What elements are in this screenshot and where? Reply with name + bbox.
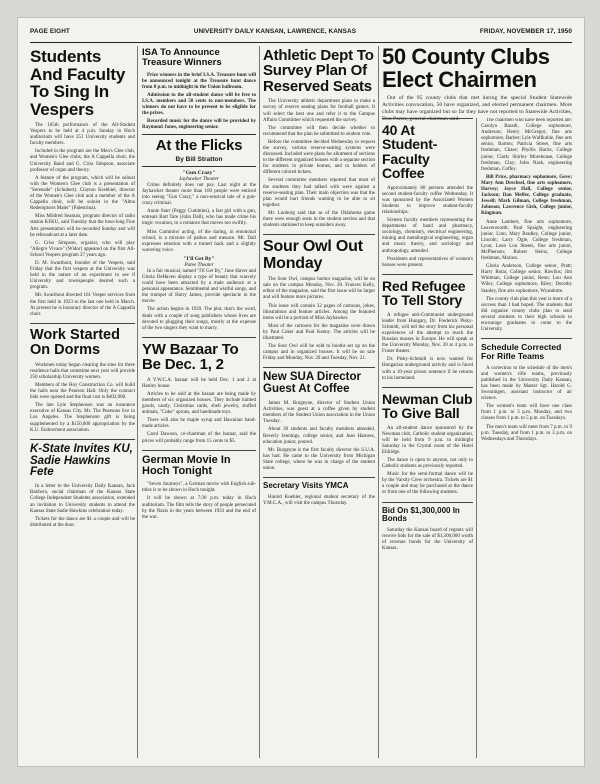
- paragraph: Most of the cartoons for the magazine were drawn by Paul Coker and Paul Kenny. The articles will be illustrated.: [263, 323, 375, 341]
- article-sour-owl: [263, 277, 375, 362]
- paragraph: Workmen today began clearing the sites for three residence halls that sometime next year will provide 250 scholarship University women.: [30, 362, 135, 380]
- article-athletic: [263, 99, 375, 229]
- headline-ymca: Secretary Visits YMCA: [263, 481, 349, 491]
- column-1: [30, 46, 135, 758]
- paragraph: Crime definitely does not pay. Last night at the Jayhawker theater more than 100 people were enticed into seeing "Gun Crazy," a non-sensical tale of a gun-crazy criminal.: [142, 182, 256, 207]
- column-2: [142, 46, 256, 758]
- paragraph: The men's team will meet from 7 p.m. to 9 p.m. Tuesday, and from 1 p.m. to 3 p.m. on Wednesdays and Thursdays.: [481, 424, 572, 442]
- paragraph: G. Criss Simpson, organist, who will play "Allegro Vivace" (Widor) appeared on the first All-School Vespers program 27 years ago.: [30, 240, 135, 258]
- divider: [30, 323, 135, 324]
- headline-vespers: Students And Faculty To Sing In Vespers: [30, 47, 126, 119]
- paragraph: Dr. Pisky-Schmidt is now wanted for Hungarian underground activity and is faced with a 10-year prison sentence if he returns to his homeland.: [382, 357, 473, 381]
- paragraph: The women's team will have one class from 1 p.m. to 3 p.m. Monday, and two classes from 1 p.m. to 5 p.m. on Tuesdays.: [481, 404, 572, 422]
- headline-rifle-teams: Schedule Corrected For Rifle Teams: [481, 342, 562, 361]
- paragraph: The 105th performance of the All-Student Vespers to be held at 4 p.m. Sunday in Hoch auditorium will have 251 University students and faculty members.: [30, 123, 135, 147]
- article-dorms: [30, 363, 135, 434]
- paragraph: D. M. Swarthout, founder of the Vespers, said Friday that the first vespers at the University was held in the nature of an experiment to see if University and townspeople desired such a program.: [30, 260, 135, 291]
- headline-sua-director: New SUA Director Guest At Coffee: [263, 371, 361, 396]
- theater-name: Patee Theater: [184, 261, 214, 268]
- article-german-movie: [142, 482, 256, 521]
- paragraph: A Y.W.C.A. bazaar will be held Dec. 1 and 2 at Henley house.: [142, 377, 256, 389]
- paragraph: Presidents and representatives of women's houses were present.: [382, 256, 473, 268]
- headline-sour-owl: Sour Owl Out Monday: [263, 238, 363, 272]
- paragraph: Mr. Burgeyne is the first faculty director the S.U.A. has had. He came to the University from Michigan State college, where he was in charge of the student union.: [263, 447, 375, 471]
- divider: [382, 502, 473, 503]
- paragraph: Mr. Lonborg said that as of the Oklahoma game there were enough seats in the student section and that students stationed to keep outsiders away.: [263, 210, 375, 229]
- paragraph: "Seven Journeys", a German movie with English sub-titles is to be shown in Hoch tonight.: [142, 482, 256, 494]
- article-ymca: [263, 495, 375, 507]
- paragraph: The late Lyle Stephenson was an insurance executive of Kansas City. Mr. The Pearsons live in Los Angeles. The Stephenson gift is being supplemented by a $150,000 appropriation by the K.U. Endowment association.: [30, 403, 135, 433]
- theater-name: Jayhawker Theater: [179, 175, 219, 182]
- headline-student-faculty-coffee: 40 At Student-Faculty Coffee: [382, 122, 438, 182]
- paragraph: Prize winners in the brief I.S.A. Treasure hunt will be announced tonight at the Treasure hunt dance from 8 p.m. to midnight in the Union ballroom.: [142, 72, 256, 90]
- headline-isa: ISA To Announce Treasure Winners: [142, 47, 222, 68]
- headline-kstate: K-State Invites KU, Sadie Hawkins Fete: [30, 442, 133, 479]
- paragraph: Harold Kuehler, regional student secretary of the Y.M.C.A., will visit the campus Thursday.: [263, 495, 375, 507]
- divider: [263, 234, 375, 235]
- divider: [142, 450, 256, 451]
- headline-flicks: At the Flicks: [155, 137, 243, 155]
- paragraph: Annie Starr (Peggy Cummins), a fast girl with a gun, entreats Bart Tare (John Dall), who has made crime his tragic vocation, to a romance that moves too swiftly.: [142, 209, 256, 227]
- paragraph: In a fair musical, named "I'll Get By," June Haver and Gloria DeHaven display a type of beauty that scarcely could have been attracted by a male audience at a personal appearance. Sentimental and wistful songs, and the trumpet of Harry James, provide spectacle in the movie.: [142, 268, 256, 305]
- divider: [263, 477, 375, 478]
- newspaper-page: [18, 18, 584, 766]
- column-rule: [137, 46, 138, 758]
- paragraph: Before the committee decided Wednesday to request the survey, various reserve-seating systems were discussed. Included were plans for allotment of sections to the different organized houses with a separate section for students in private homes, and to holders of different colored tickets.: [263, 139, 375, 176]
- paragraph: The Sour Owl will be sold to booths set up on the campus and in organized houses. It will be on sale Friday and Monday, Nov. 20 and Tuesday, Nov. 21.: [263, 344, 375, 362]
- paragraph: Approximately 80 persons attended the second student-faculty coffee Wednesday. It was sponsored by the Associated Women Students to improve student-faculty relationships.: [382, 185, 473, 215]
- paragraph: Several committee members reported that most of the students they had talked with were against a reserve-seating plan. Their main objection was that the plan would hurt friends wanting to be able to sit together.: [263, 178, 375, 208]
- headline-dorms: Work Started On Dorms: [30, 326, 120, 358]
- paragraph: Carol Dawson, co-chairman of the bazaar, said the prices will probably range from 15 cents to $5.: [142, 432, 256, 444]
- divider: [382, 274, 473, 275]
- paragraph: A refugee anti-Communist underground leader from Hungary, Dr. Frederick Pisky-Schmidt, will tell the story from his personal experiences of the attempt to reach the Russian masses in Europe. He will speak at the University Monday, Nov. 20 at 4 p.m. in Fraser theater.: [382, 312, 473, 355]
- headline-german-movie: German Movie In Hoch Tonight: [142, 453, 231, 477]
- paragraph: Out of the 95 county clubs that met during the special Student Statewide Activities convocation, 50 have organized, and elected permanent chairmen. More clubs may have organized but so far they have not reported to Statewide Activities,: [382, 95, 572, 115]
- column-rule: [378, 46, 379, 758]
- column-3: [263, 46, 375, 758]
- headline-red-refugee: Red Refugee To Tell Story: [382, 277, 466, 309]
- paragraph: About 30 students and faculty members attended. Beverly Jennings, college senior, and Jean Harness, education junior, poured.: [263, 427, 375, 445]
- paragraph: The action begins in 1939. The plot, that's the word, deals with a couple of song publishers whose lives are devoted to plugging their songs, mostly at the expense of the two singers they want to marry.: [142, 307, 256, 331]
- paragraph: The Sour Owl, campus humor magazine, will be on sale on the campus Monday, Nov. 20. Frances Kelly, editor of the magazine, said the first issue will be larger and will feature more pictures.: [263, 277, 375, 301]
- divider: [263, 367, 375, 368]
- paragraph: The University athletic department plans to make a survey of reserve seating plans for football games. It will select the best one and refer it to the Campus Affairs Committee which requested the survey.: [263, 99, 375, 123]
- paragraph: Recorded music for the dance will be provided by Raymond Jones, engineering senior.: [142, 119, 256, 131]
- paragraph: The dance is open to anyone, not only to Catholic students as previously reported.: [382, 457, 473, 470]
- paragraph: Mr. Swarthout directed 161 Vesper services from the first held in 1923 to the last one held in March. At present he is honorary director of the A Cappella choir.: [30, 293, 135, 317]
- column-4-left: [382, 118, 473, 758]
- column-4-right: [481, 118, 572, 758]
- folio-bar: [30, 28, 572, 43]
- paragraph: Music for the semi-formal dance will be by the Varsity Crew orchestra. Tickets are $1 a couple and may be purchased at the dance or from one of the following students.: [382, 472, 473, 496]
- issue-date: FRIDAY, NOVEMBER 17, 1950: [479, 28, 572, 35]
- paragraph: Miss Cummins' acting, of the daring, in emotional school, is a mixture of pathos and menace. Mr. Dall expresses emotion with a turned back and a slightly wavering voice.: [142, 229, 256, 253]
- page-number: PAGE EIGHT: [30, 28, 70, 35]
- paragraph: An all-student dance sponsored by the Newman club, Catholic student organization, will be held from 9 p.m. to midnight Saturday in the Crystal room of the Hotel Eldridge.: [382, 425, 473, 455]
- paragraph: This issue will contain 32 pages of cartoons, jokes, illustrations and feature articles. Among the featured items will be a portrait of Miss Jayhawker.: [263, 303, 375, 321]
- paragraph: Sixteen faculty members representing the departments of band and pharmacy, sociology, chemistry, electrical engineering, mining and metallurgical engineering, organ and music theory, and sociology and anthropology, attended.: [382, 218, 473, 254]
- headline-county-clubs: 50 County Clubs Elect Chairmen: [382, 46, 550, 92]
- paragraph: The committee will then decide whether to recommend that the plan be submitted to student vote.: [263, 125, 375, 137]
- divider: [481, 338, 572, 339]
- paragraph: Bill Price, pharmacy sophomore, Gove; Mary Ann Drechsel, fine arts sophomore, Harvey; Joyce Hall, College senior, Jackson; Dan Meffer, College graduate, Jewell; Mark Gilman, College freshman, Johnson; Lawrence Gish, College junior, Kingman.: [481, 174, 572, 217]
- column-rule: [476, 118, 477, 758]
- paragraph: Members of the Hoy Construction Co. will build the halls near the Pearson Hall. Only the contract bids were opened and the final cost is $402,000.: [30, 382, 135, 401]
- article-isa: [142, 73, 256, 132]
- flicks-banner: [142, 134, 256, 166]
- paragraph: In a letter to the University Daily Kansan, Jack Baldwin, social chairman of the Kansas State College Independent Students association, extended an invitation to University students to attend the Kansas State Sadie Hawkins celebration today.: [30, 484, 135, 514]
- paragraph: Saturday the Kansas board of regents will receive bids for the sale of $1,300,000 worth of revenue bonds for the University of Kansas.: [382, 528, 473, 552]
- paragraph: The chairmen who have been reported are: Carolyn Baradi, College sophomore, Anderson; Henry McGregor, fine arts sophomore, Barber; Lyle Wulfkuhle, fine arts senior, Barton; Patricia Street, fine arts freshman, Chase; Phyllis Harris, College junior, Clark; Shirley Morehouse, College freshman, Clay; John Nash, engineering freshman, Coffey.: [481, 118, 572, 172]
- lead-story: [382, 46, 572, 125]
- byline: By Bill Stratton: [175, 155, 223, 163]
- paragraph: A feature of the program, which will be soloist with the Women's Glee club is a presentation of "Serenade" (Schubert). Clayton Krehbiel, director of the Women's Glee club and a member of the A Cappella choir, will be soloist in the "Alma Redemptoris Mater" (Palestrina).: [30, 175, 135, 212]
- divider: [382, 118, 473, 119]
- paragraph: Gloria Anderson, College senior, Pratt; Harry Rotar, College senior, Rawlins; Jim Whitman, College junior, Reno; Lou Ann Wiley, College sophomore, Riley; Dorothy Stanley, fine arts sophomore, Wyandotte.: [481, 264, 572, 294]
- article-sua-director: [263, 401, 375, 472]
- article-yw-bazaar: [142, 378, 256, 445]
- column-rule: [259, 46, 260, 758]
- paragraph: Tickets for the dance are $1 a couple and will be distributed at the door.: [30, 516, 135, 528]
- paper-name: UNIVERSITY DAILY KANSAN, LAWRENCE, KANSAS: [193, 28, 357, 35]
- paragraph: There will also be maple syrup and Hawaiian hand-made articles.: [142, 418, 256, 430]
- paragraph: Included in the program are the Men's Glee club, and Women's Glee clubs, the A Cappella choir, the University Band and G. Criss Simpson, associate professor of organ and theory.: [30, 149, 135, 173]
- paragraph: Articles to be sold at the bazaar are being made by members of six organized houses. They include knitted goods, candy, Christmas cards, shell jewelry, stuffed animals, "Coke" aprons, and handmade toys.: [142, 391, 256, 416]
- paragraph: Miss Mildred Seaman, program director of radio station KFKU, said Tuesday that the hour-long Fine Arts presentation will be recorded Sunday and will be rebroadcast at a later date.: [30, 214, 135, 238]
- paragraph: A correction to the schedule of the men's and women's rifle teams, previously published in the University Daily Kansan, has been made by Master Sgt. Harold G. Swearingen, assistant instructor of air science.: [481, 365, 572, 402]
- article-kstate: [30, 484, 135, 529]
- paragraph: James M. Burgeyne, director of Student Union Activities, was guest at a coffee given by student members of the Student Union association in the Union Tuesday.: [263, 401, 375, 425]
- paragraph: The county club plan this year is more of a success than I had hoped. The students that did organize county clubs plan to send several students to their high schools to encourage graduates to come to the University.: [481, 296, 572, 333]
- divider: [382, 387, 473, 388]
- headline-yw-bazaar: YW Bazaar To Be Dec. 1, 2: [142, 340, 239, 374]
- divider: [142, 337, 256, 338]
- paragraph: It will be shown at 7:30 p.m. today in Hoch auditorium. The film tells the story of people persecuted by the Nazis in the years between 1933 and the end of the war.: [142, 496, 256, 520]
- headline-bonds: Bid On $1,300,000 In Bonds: [382, 505, 460, 523]
- article-vespers: [30, 123, 135, 318]
- article-flicks: [142, 170, 256, 332]
- film-title: "Gun Crazy": [182, 169, 216, 176]
- film-title: "I'll Get By": [183, 255, 215, 262]
- headline-newman-club: Newman Club To Give Ball: [382, 390, 473, 422]
- divider: [30, 439, 135, 440]
- headline-athletic: Athletic Dept To Survey Plan Of Reserved Seats: [263, 47, 374, 95]
- paragraph: Anne Lambert, fine arts sophomore, Leavenworth; Paul Spaight, engineering junior, Linn; Mary Bradley, College junior, Lincoln; Larry Ogle, College freshman, Lyon; Leon Lou Sheets, fine arts junior, McPherson; Robert Heinz, College freshman, Marion.: [481, 219, 572, 262]
- paragraph: Admission to the all-student dance will be free to I.S.A. members and 50 cents to non-members. The winners do not have to be present to be eligible for the prizes.: [142, 92, 256, 117]
- column-4: [382, 46, 572, 758]
